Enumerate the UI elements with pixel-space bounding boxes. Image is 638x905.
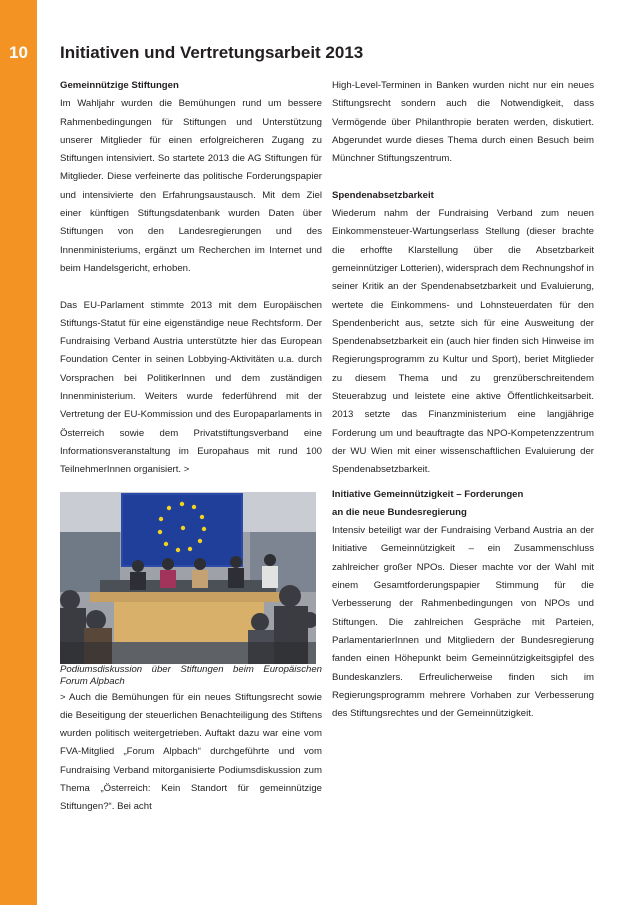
body-paragraph: High-Level-Terminen in Banken wurden nicht nur ein neues Stiftungsrecht sondern auch die Notwendigkeit, dass Vermögende über Philanthropie beraten werden, diskutiert. Abgerundet wurde dieses Thema durch einen Besuch beim Münchner Stiftungszentrum. [332,80,594,165]
panel-discussion-photo [60,492,316,664]
left-column [60,77,322,817]
body-paragraph: Wiederum nahm der Fundraising Verband zum neuen Einkommensteuer-Wartungserlass Stellung (dieser brachte die erhoffte Klarstellung über die Absetzbarkeit gemeinnütziger Lotterien), widersprach dem Rechnungshof in seiner Kritik an der Spendenabsetzbarkeit und Evaluierung, wertete die Einkommens- und Lohnsteuerdaten für den Spendenbericht aus, setzte sich für eine Ausweitung der Spendenabsetzbarkeit ein (auch hier finden sich Hinweise im Regierungsprogramm zu Kultur und Sport), beriet Mitglieder zu diesem Thema und zu grenzüberschreitendem Steuerabzug und leistete eine aktive Öffentlichkeitsarbeit. 2013 setzte das Finanzministerium eine langjährige Forderung um und beauftragte das NPO-Kompetenzzentrum der WU Wien mit einer wissenschaftlichen Evaluierung der Spendenabsetzbarkeit. [332,208,594,476]
section-heading-initiative-line-2: an die neue Bundesregierung [332,506,467,518]
section-heading-stiftungen: Gemeinnützige Stiftungen [60,80,179,91]
body-paragraph: Das EU-Parlament stimmte 2013 mit dem Europäischen Stiftungs-Statut für eine eigenständige neue Rechtsform. Der Fundraising Verband Austria unterstützte hier das European Foundation Center in seinen Lobbying-Aktivitäten u.a. durch Vorsprachen bei PolitikerInnen und dem zuständigen Innenministerium. Weiters wurde federführend mit der Vertretung der EU-Kommission und des Europaparlaments in Österreich sowie dem Privatstiftungsverband eine Informationsveranstaltung im Europahaus mit rund 100 TeilnehmerInnen organisiert. > [60,299,322,476]
body-paragraph: Intensiv beteiligt war der Fundraising Verband Austria an der Initiative Gemeinnützigkeit – ein Zusammenschluss zahlreicher großer NPOs. Dieser machte vor der Wahl mit einem Gesamtforderungspapier Stimmung für die Verbesserung der Rahmenbedingungen von NPOs und Stiftungen. Die zahlreichen Gespräche mit Parteien, ParlamentarierInnen und Mitgliedern der Bundesregierung fanden einen Höhepunkt beim Gemeinnützigkeitsgipfel des Bundeskanzlers. Erfreulicherweise finden sich im Regierungsprogramm mehrere Vorhaben zur Verbesserung des Stiftungsrechtes und der Gemeinnützigkeit. [332,525,594,720]
event-photo [60,492,316,664]
body-paragraph: Im Wahljahr wurden die Bemühungen rund um bessere Rahmenbedingungen für Stiftungen und Unterstützung unserer Mitglieder für einen erfolgreicheren Zugang zu Stiftungen intensiviert. So startete 2013 die AG Stiftungen für Mitglieder. Diese verfeinerte das politische Forderungspapier und intensivierte den Erfahrungsaustausch. Mit dem Ziel einer künftigen Stiftungsdatenbank wurden Daten über Stiftungen von den Landesregierungen und des Innenministeriums, ergänzt um Recherchen im Internet und beim Handelsgericht, erhoben. [60,98,322,274]
page-title: Initiativen und Vertretungsarbeit 2013 [60,43,364,62]
right-column [332,77,594,723]
page-sidebar-bar [0,0,37,905]
page-number: 10 [9,43,28,62]
photo-caption: Podiumsdiskussion über Stiftungen beim Europäischen Forum Alpbach [60,663,322,688]
section-heading-initiative-line-1: Initiative Gemeinnützigkeit – Forderungen [332,488,524,500]
body-paragraph: > Auch die Bemühungen für ein neues Stiftungsrecht sowie die Beseitigung der steuerlichen Benachteiligung des Stiftens wurden politisch weitergetrieben. Auftakt dazu war eine vom FVA-Mitglied „Forum Alpbach“ durchgeführte und vom Fundraising Verband mitorganisierte Podiumsdiskussion zum Thema „Österreich: Kein Standort für gemeinnützige Stiftungen?“. Bei acht [60,691,322,813]
section-heading-spendenabsetzbarkeit: Spendenabsetzbarkeit [332,189,434,201]
